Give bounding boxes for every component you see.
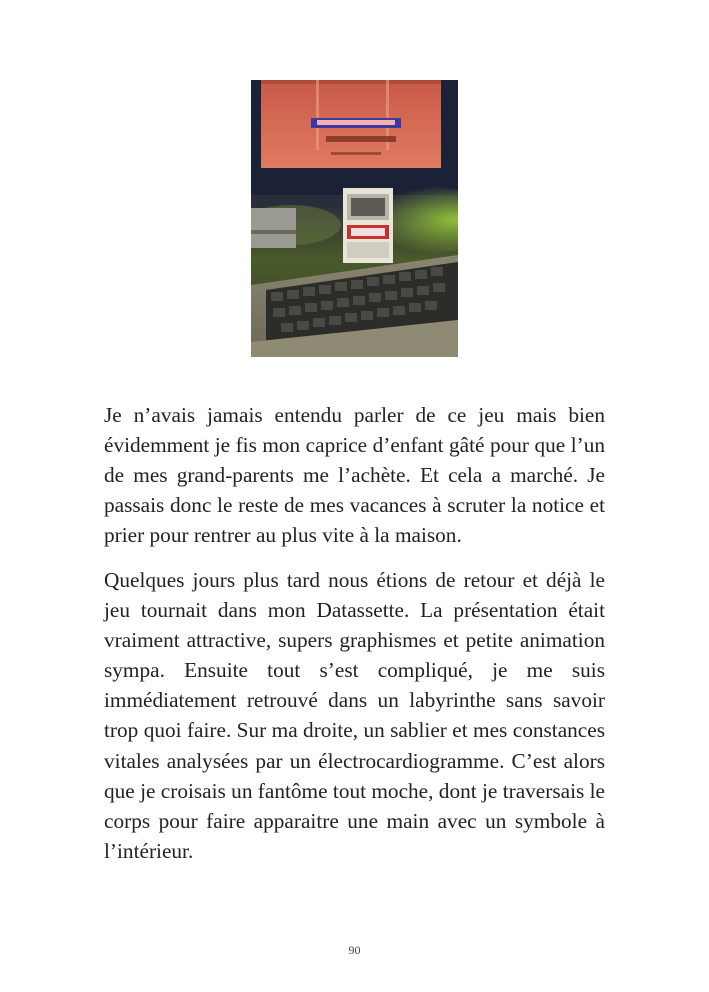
body-text — [104, 400, 605, 880]
photo-commodore-keyboard-cassette — [251, 80, 458, 357]
paragraph-2: Quelques jours plus tard nous étions de retour et déjà le jeu tournait dans mon Datassette. La présentation était vraiment attractive, supers graphismes et petite animation sympa. Ensuite tout s’est compliqué, je me suis immédiatement retrouvé dans un labyrinthe sans savoir trop quoi faire. Sur ma droite, un sablier et mes constances vitales analysées par un électrocardiogramme. C’est alors que je croisais un fantôme tout moche, dont je traversais le corps pour faire apparaitre une main avec un symbole à l’intérieur. — [104, 567, 605, 863]
paragraph-1: Je n’avais jamais entendu parler de ce jeu mais bien évidemment je fis mon caprice d’enfant gâté pour que l’un de mes grand-parents me l’achète. Et cela a marché. Je passais donc le reste de mes vacances à scruter la notice et prier pour rentrer au plus vite à la maison. — [104, 403, 605, 548]
page-number: 90 — [348, 943, 361, 957]
